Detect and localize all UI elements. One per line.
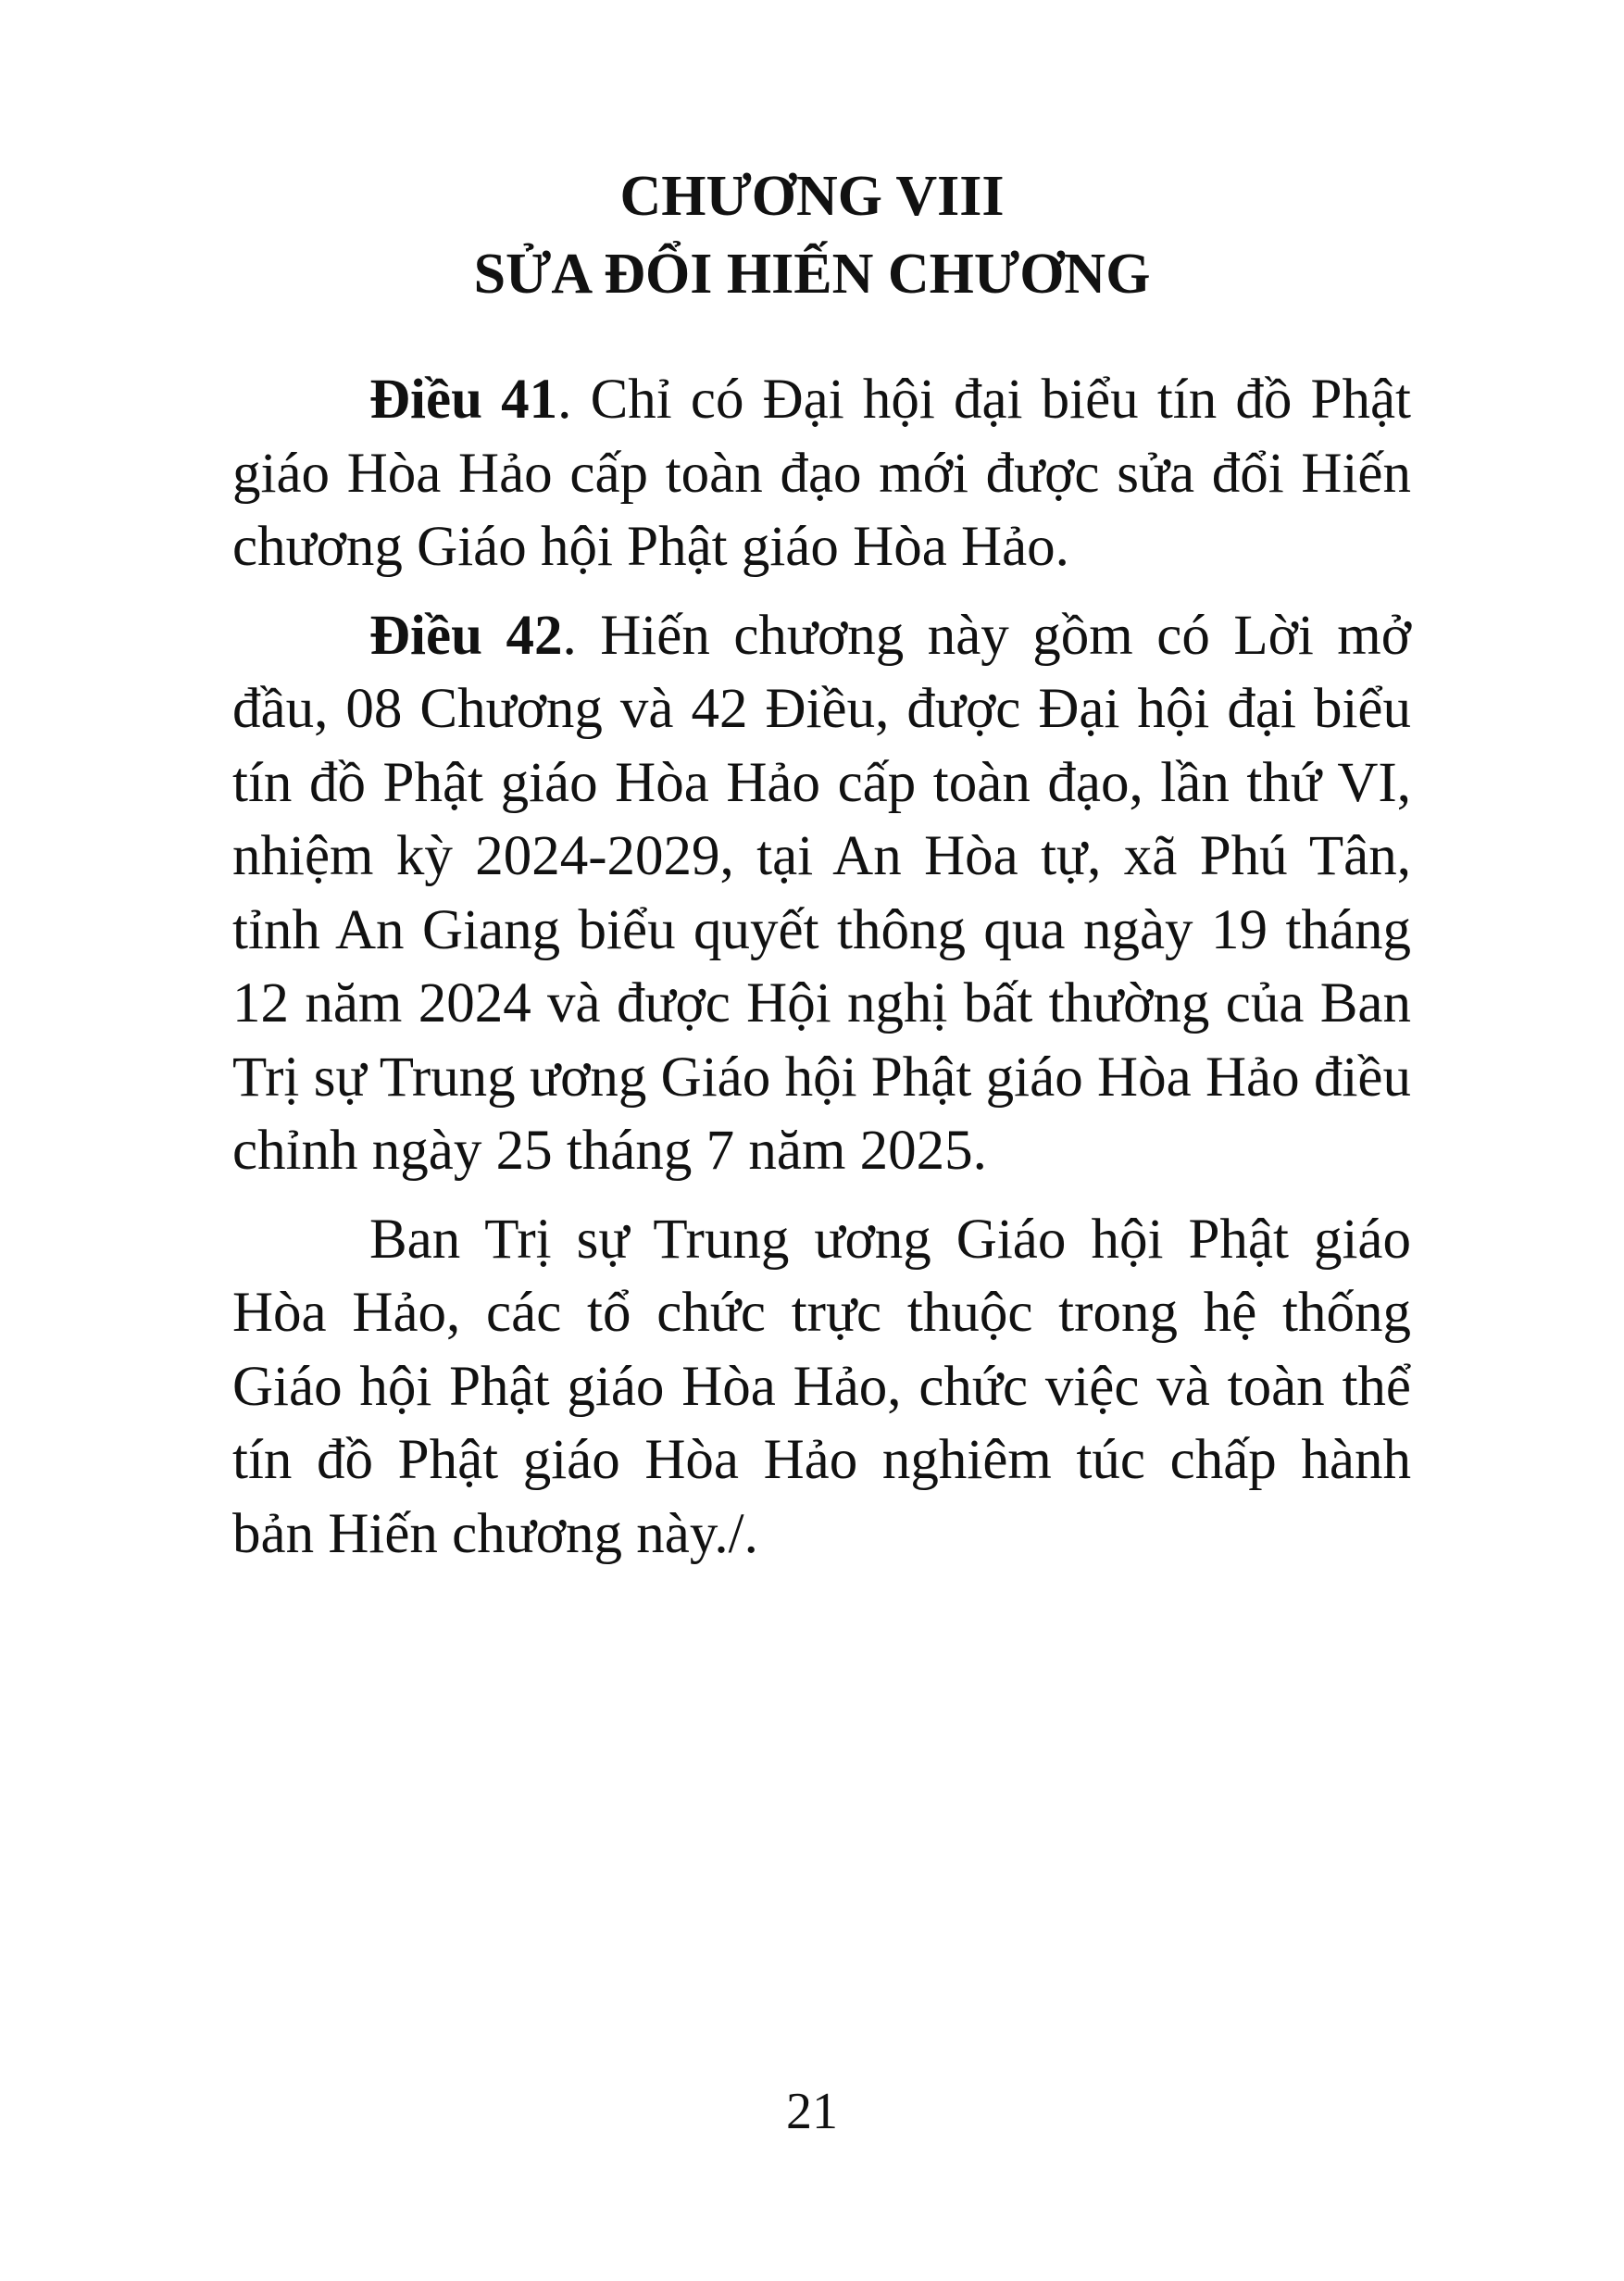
article-42: [232, 599, 1411, 1188]
document-body: [232, 363, 1411, 1585]
article-41-text: . Chỉ có Đại hội đại biểu tín đồ Phật giáo Hòa Hảo cấp toàn đạo mới được sửa đổi Hiến chương Giáo hội Phật giáo Hòa Hảo.: [232, 369, 1412, 578]
article-41-label: Điều 41: [369, 369, 558, 431]
article-42-text: . Hiến chương này gồm có Lời mở đầu, 08 Chương và 42 Điều, được Đại hội đại biểu tín đồ Phật giáo Hòa Hảo cấp toàn đạo, lần thứ VI, nhiệm kỳ 2024-2029, tại An Hòa tự, xã Phú Tân, tỉnh An Giang biểu quyết thông qua ngày 19 tháng 12 năm 2024 và được Hội nghị bất thường của Ban Trị sự Trung ương Giáo hội Phật giáo Hòa Hảo điều chỉnh ngày 25 tháng 7 năm 2025.: [232, 604, 1411, 1182]
chapter-number: CHƯƠNG VIII: [619, 165, 1005, 228]
article-42-label: Điều 42: [369, 604, 563, 667]
article-41: [232, 363, 1411, 584]
chapter-heading: [0, 157, 1624, 313]
page-number: 21: [786, 2083, 838, 2140]
closing-paragraph: Ban Trị sự Trung ương Giáo hội Phật giáo Hòa Hảo, các tổ chức trực thuộc trong hệ thống Giáo hội Phật giáo Hòa Hảo, chức việc và toàn thể tín đồ Phật giáo Hòa Hảo nghiêm túc chấp hành bản Hiến chương này./.: [232, 1208, 1411, 1565]
chapter-title: SỬA ĐỔI HIẾN CHƯƠNG: [473, 243, 1151, 306]
